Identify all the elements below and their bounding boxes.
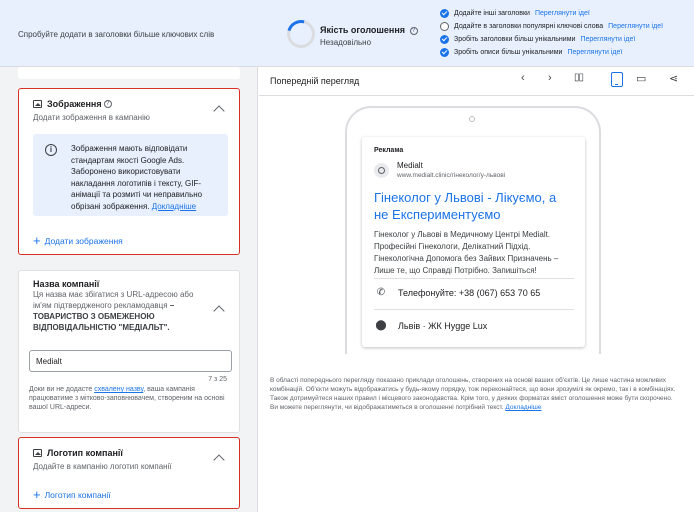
location-extension[interactable]: ⬤ Львів · ЖК Hygge Lux <box>375 320 488 331</box>
view-ideas-link[interactable]: Переглянути ідеї <box>567 49 623 56</box>
company-name-note: Доки ви не додасте схвалену назву, ваша кампанія працюватиме з мітково-заповнювачем, створеним на основі вашої URL-адреси. <box>29 386 225 411</box>
company-name-section <box>18 270 240 433</box>
check-circle-icon <box>440 35 449 44</box>
previous-card-bottom <box>18 67 240 79</box>
asset-editor-column <box>0 67 258 512</box>
check-circle-icon <box>440 48 449 57</box>
add-logo-button[interactable]: + Логотип компанії <box>33 487 111 502</box>
collapse-chevron-icon[interactable] <box>213 305 224 316</box>
display-url: www.medialt.clinic/гінеколог/у-львові <box>397 172 506 179</box>
view-ideas-link[interactable]: Переглянути ідеї <box>608 23 664 30</box>
add-images-button[interactable]: + Додати зображення <box>33 233 123 248</box>
image-icon <box>33 449 42 457</box>
tip-row: Зробіть заголовки більш унікальними Переглянути ідеї <box>440 33 694 46</box>
view-ideas-link[interactable]: Переглянути ідеї <box>534 10 590 17</box>
plus-icon: + <box>33 233 41 248</box>
company-name-description: Ця назва має збігатися з URL-адресою або ім'ям підтвердженого рекламодавця – ТОВАРИСТВО З ОБМЕЖЕНОЮ ВІДПОВІДАЛЬНІСТЮ "МЕДІАЛЬТ". <box>33 290 194 332</box>
mobile-device-icon[interactable] <box>611 72 623 87</box>
phone-icon: ✆ <box>376 287 386 298</box>
empty-circle-icon <box>440 22 449 31</box>
globe-icon <box>374 163 389 178</box>
grid-view-icon[interactable]: ▯▯ <box>574 72 584 83</box>
tip-row: Додайте інші заголовки Переглянути ідеї <box>440 7 694 20</box>
collapse-chevron-icon[interactable] <box>213 454 224 465</box>
view-ideas-link[interactable]: Переглянути ідеї <box>580 36 636 43</box>
improvement-tips <box>440 7 694 59</box>
ad-description: Гінеколог у Львові в Медичному Центрі Medialt. Професійні Гінекологи, Делікатний Підхід. Гінекологічна Допомога без Зайвих Призначень – Лише те, що Справді Потрібно. Запишіться! <box>374 230 559 275</box>
help-icon[interactable]: ? <box>104 100 112 108</box>
learn-more-link[interactable]: Докладніше <box>151 201 197 211</box>
images-section-title: Зображення ? <box>33 99 112 109</box>
banner-hint: Спробуйте додати в заголовки більше ключових слів <box>18 30 215 39</box>
call-extension[interactable]: ✆ Телефонуйте: +38 (067) 653 70 65 <box>374 287 540 298</box>
collapse-chevron-icon[interactable] <box>213 105 224 116</box>
company-logo-section <box>18 437 240 509</box>
location-pin-icon: ⬤ <box>375 320 387 331</box>
ad-quality-label: Якість оголошення ? <box>320 25 418 35</box>
share-icon[interactable]: ⋖ <box>669 73 679 85</box>
ad-separator <box>374 309 574 310</box>
tip-row: Додайте в заголовки популярні ключові слова Переглянути ідеї <box>440 20 694 33</box>
preview-title: Попередній перегляд <box>270 76 360 86</box>
image-icon <box>33 100 42 108</box>
images-section <box>18 88 240 255</box>
ad-strength-banner <box>0 0 694 67</box>
images-section-subtitle: Додати зображення в кампанію <box>33 113 150 122</box>
help-icon[interactable]: ? <box>410 27 418 35</box>
learn-more-link[interactable]: Докладніше <box>505 404 542 411</box>
image-policy-text: Зображення мають відповідати стандартам якості Google Ads. Заборонено використовувати накладання логотипів і тексту, GIF-анімації та розмиті чи неправильно обрізані зображення. <box>71 144 203 211</box>
preview-divider <box>259 95 694 96</box>
company-name-input[interactable]: Medialt <box>29 350 232 372</box>
company-logo-title: Логотип компанії <box>33 448 123 458</box>
ad-strength-ring-icon <box>282 15 320 53</box>
ad-quality-value: Незадовільно <box>320 38 372 47</box>
ad-preview-card <box>362 137 585 347</box>
character-counter: 7 з 25 <box>208 376 227 383</box>
approved-name-link[interactable]: схвалену назву <box>94 386 144 393</box>
ad-separator <box>374 278 574 279</box>
advertiser-name: Medialt <box>397 161 423 170</box>
ad-label: Реклама <box>374 147 404 154</box>
info-icon: i <box>45 144 57 156</box>
plus-icon: + <box>33 487 41 502</box>
check-circle-icon <box>440 9 449 18</box>
company-logo-subtitle: Додайте в кампанію логотип компанії <box>33 462 172 471</box>
desktop-device-icon[interactable]: ▭ <box>636 73 647 85</box>
previous-arrow-icon[interactable]: ‹ <box>521 72 525 84</box>
phone-camera <box>469 116 475 122</box>
mobile-preview-frame <box>345 106 601 354</box>
tip-row: Зробіть описи більш унікальними Переглянути ідеї <box>440 46 694 59</box>
image-policy-info <box>33 134 228 216</box>
next-arrow-icon[interactable]: › <box>548 72 552 84</box>
preview-disclaimer: В області попереднього перегляду показано приклади оголошень, створених на основі ваших об'єктів. Це лише частина можливих комбінацій. Об'єкти можуть відображатись у будь-якому порядку, тож переконайтеся, що вони зрозумілі як окремо, так і в комбінаціях. Також дотримуйтеся наших правил і місцевого законодавства. Крім того, у деяких форматах вміст оголошення може бути скорочено. Ви можете переглянути, чи відображатиметься в оголошенні потрібний текст. Докладніше <box>270 377 676 411</box>
company-name-title: Назва компанії <box>33 279 100 289</box>
ad-headline[interactable]: Гінеколог у Львові - Лікуємо, а не Експериментуємо <box>374 190 557 222</box>
